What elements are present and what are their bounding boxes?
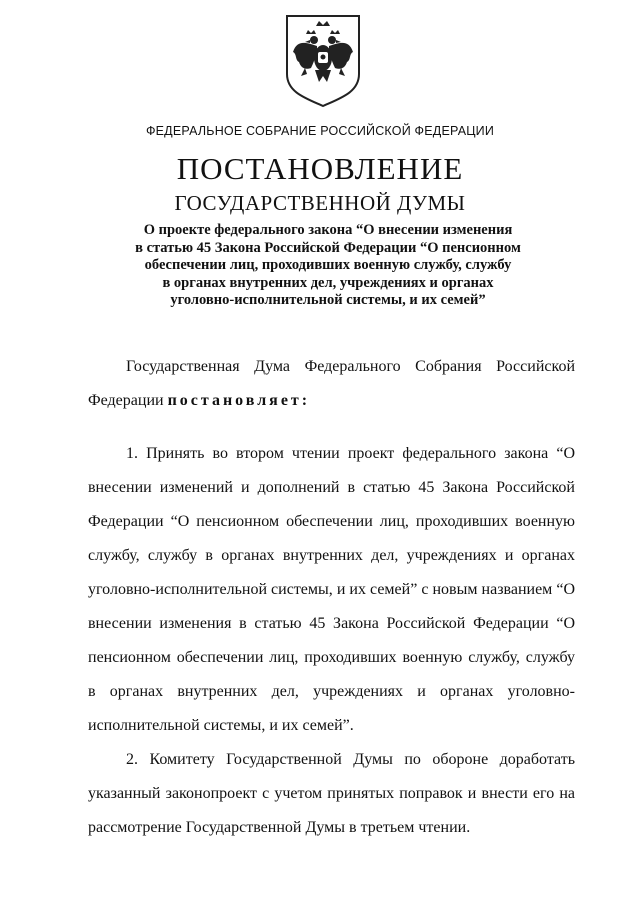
intro-text: Государственная Дума Федерального Собрания Российской Федерации: [88, 358, 575, 409]
document-subject: [118, 222, 538, 310]
subject-line: в статью 45 Закона Российской Федерации “О пенсионном: [135, 239, 521, 256]
intro-verb: постановляет:: [167, 392, 311, 409]
subject-line: обеспечении лиц, проходивших военную службу, службу: [144, 257, 512, 273]
issuing-body-title: ГОСУДАРСТВЕННОЙ ДУМЫ: [174, 191, 466, 215]
subject-line: уголовно-исполнительной системы, и их семей”: [170, 292, 486, 308]
document-type-title: ПОСТАНОВЛЕНИЕ: [176, 151, 464, 186]
organization-name: ФЕДЕРАЛЬНОЕ СОБРАНИЕ РОССИЙСКОЙ ФЕДЕРАЦИИ: [145, 124, 495, 138]
paragraph-2: 2. Комитету Государственной Думы по обороне доработать указанный законопроект с учетом принятых поправок и внести его на рассмотрение Государственной Думы в третьем чтении.: [88, 751, 575, 836]
russian-coat-of-arms-icon: [283, 12, 363, 108]
intro-paragraph: [88, 350, 575, 418]
paragraph-1: 1. Принять во втором чтении проект федерального закона “О внесении изменений и дополнений в статью 45 Закона Российской Федерации “О пенсионном обеспечении лиц, проходивших военную службу, службу в органах внутренних дел, учреждениях и органах уголовно-исполнительной системы, и их семей” с новым названием “О внесении изменения в статью 45 Закона Российской Федерации “О пенсионном обеспечении лиц, проходивших военную службу, службу в органах внутренних дел, учреждениях и органах уголовно-исполнительной системы, и их семей”.: [88, 445, 575, 734]
subject-line: О проекте федерального закона “О внесении изменения: [143, 222, 513, 238]
subject-line: в органах внутренних дел, учреждениях и органах: [162, 274, 494, 291]
